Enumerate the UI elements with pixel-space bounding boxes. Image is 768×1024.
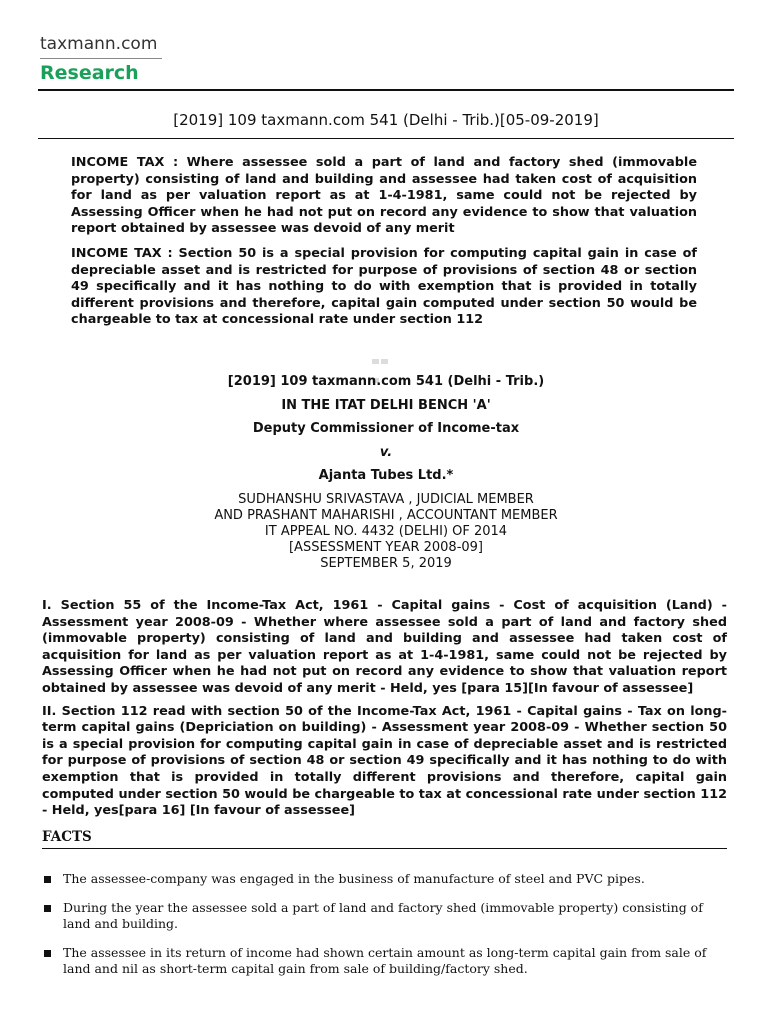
section-separator-icon — [372, 349, 398, 355]
fact-text: The assessee-company was engaged in the business of manufacture of steel and PVC pipes. — [63, 871, 645, 886]
facts-list — [42, 871, 727, 990]
held-point-1: I. Section 55 of the Income-Tax Act, 1961 - Capital gains - Cost of acquisition (Land) - Assessment year 2008-09 - Whether where assessee sold a part of land and factory shed (immovable property) consisting of land and building and assessee had taken cost of acquisition for land as per valuation report as at 1-4-1981, same could not be rejected by Assessing Officer when he had not put on record any evidence to show that valuation report obtained by assessee was devoid of any merit - Held, yes [para 15][In favour of assessee] — [42, 598, 727, 696]
list-item — [42, 900, 727, 932]
accountant-member: AND PRASHANT MAHARISHI , ACCOUNTANT MEMBER — [214, 507, 558, 523]
header-rule — [38, 89, 734, 91]
logo-research-label: Research — [40, 62, 139, 84]
case-citation: [2019] 109 taxmann.com 541 (Delhi - Trib.) — [227, 374, 545, 389]
court-name: IN THE ITAT DELHI BENCH 'A' — [281, 397, 491, 413]
facts-rule — [42, 848, 727, 849]
square-bullet-icon — [44, 950, 51, 957]
headnote-2: INCOME TAX : Section 50 is a special provision for computing capital gain in case of depreciable asset and is restricted for purpose of provisions of section 48 or section 49 specifically and it has nothing to do with exemption that is provided in totally different provisions and therefore, capital gain computed under section 50 would be chargeable to tax at concessional rate under section 112 — [71, 245, 697, 328]
facts-heading: FACTS — [42, 829, 92, 845]
held-points — [42, 598, 727, 826]
headnote-1: INCOME TAX : Where assessee sold a part of land and factory shed (immovable property) consisting of land and building and assessee had taken cost of acquisition for land as per valuation report as at 1-4-1981, same could not be rejected by Assessing Officer when he had not put on record any evidence to show that valuation report obtained by assessee was devoid of any merit — [71, 155, 697, 237]
fact-text: The assessee in its return of income had shown certain amount as long-term capital gain from sale of land and nil as short-term capital gain from sale of building/factory shed. — [63, 945, 707, 976]
logo-site-name: taxmann.com — [40, 34, 158, 54]
versus: v. — [379, 444, 393, 460]
square-bullet-icon — [44, 905, 51, 912]
list-item — [42, 945, 727, 977]
logo-divider — [40, 58, 162, 59]
citation-title: [2019] 109 taxmann.com 541 (Delhi - Trib.)[05-09-2019] — [173, 111, 599, 129]
respondent-name: Ajanta Tubes Ltd.* — [318, 468, 454, 483]
case-details — [38, 374, 734, 573]
fact-text: During the year the assessee sold a part of land and factory shed (immovable property) consisting of land and building. — [63, 900, 703, 931]
judgment-date: SEPTEMBER 5, 2019 — [320, 556, 452, 572]
square-bullet-icon — [44, 876, 51, 883]
assessment-year: [ASSESSMENT YEAR 2008-09] — [288, 540, 484, 556]
judicial-member: SUDHANSHU SRIVASTAVA , JUDICIAL MEMBER — [238, 491, 534, 507]
appeal-number: IT APPEAL NO. 4432 (DELHI) OF 2014 — [264, 523, 508, 539]
list-item — [42, 871, 727, 887]
held-point-2: II. Section 112 read with section 50 of the Income-Tax Act, 1961 - Capital gains - Tax on long-term capital gains (Depriciation on building) - Assessment year 2008-09 - Whether section 50 is a special provision for computing capital gain in case of depreciable asset and is restricted for purpose of provisions of section 48 or section 49 specifically and it has nothing to do with exemption that is provided in totally different provisions and therefore, capital gain computed under section 50 would be chargeable to tax at concessional rate under section 112 - Held, yes[para 16] [In favour of assessee] — [42, 703, 727, 819]
title-rule — [38, 138, 734, 139]
headnotes — [71, 155, 697, 337]
taxmann-logo[interactable] — [40, 34, 162, 84]
appellant-name: Deputy Commissioner of Income-tax — [252, 421, 520, 436]
